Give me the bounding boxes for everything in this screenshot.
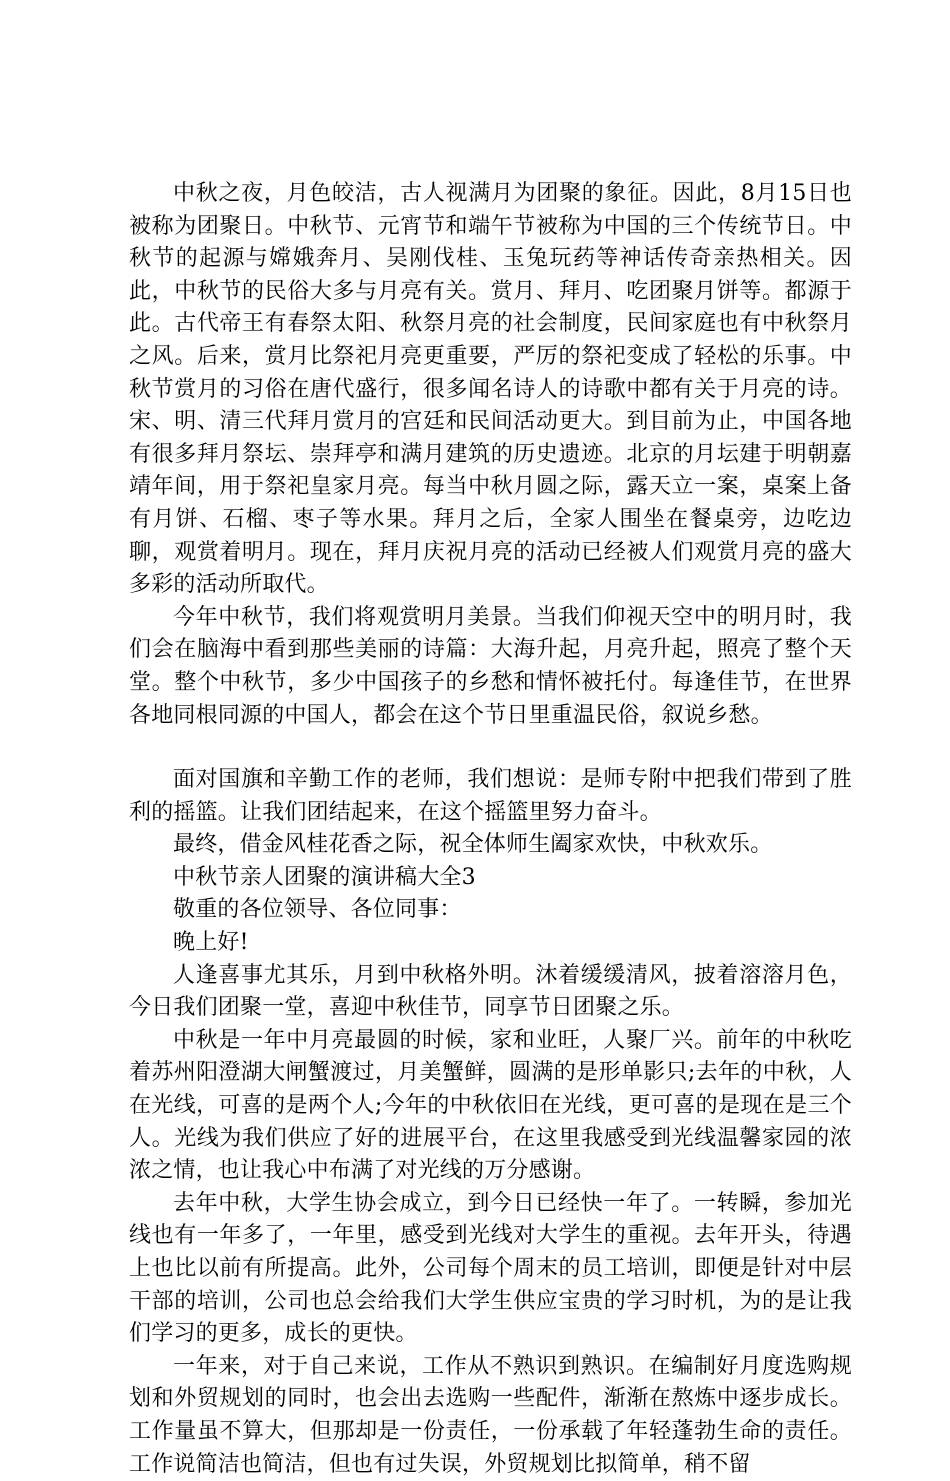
- paragraph-mid-autumn-history: 中秋之夜，月色皎洁，古人视满月为团聚的象征。因此，8月15日也被称为团聚日。中秋节、元宵节和端午节被称为中国的三个传统节日。中秋节的起源与嫦娥奔月、吴刚伐桂、玉兔玩药等神话传奇亲热相关。因此，中秋节的民俗大多与月亮有关。赏月、拜月、吃团聚月饼等。都源于此。古代帝王有春祭太阳、秋祭月亮的社会制度，民间家庭也有中秋祭月之风。后来，赏月比祭祀月亮更重要，严厉的祭祀变成了轻松的乐事。中秋节赏月的习俗在唐代盛行，很多闻名诗人的诗歌中都有关于月亮的诗。宋、明、清三代拜月赏月的宫廷和民间活动更大。到目前为止，中国各地有很多拜月祭坛、崇拜亭和满月建筑的历史遗迹。北京的月坛建于明朝嘉靖年间，用于祭祀皇家月亮。每当中秋月圆之际，露天立一案，桌案上备有月饼、石榴、枣子等水果。拜月之后，全家人围坐在餐桌旁，边吃边聊，观赏着明月。现在，拜月庆祝月亮的活动已经被人们观赏月亮的盛大多彩的活动所取代。: [129, 181, 852, 598]
- speech-greeting: 晚上好!: [173, 930, 249, 956]
- paragraph-flag-teachers: 面对国旗和辛勤工作的老师，我们想说：是师专附中把我们带到了胜利的摇篮。让我们团结起来，在这个摇篮里努力奋斗。: [129, 767, 852, 825]
- speech-title: 中秋节亲人团聚的演讲稿大全3: [173, 864, 476, 890]
- speech-salutation: 敬重的各位领导、各位同事：: [173, 897, 462, 923]
- document-body: [129, 178, 852, 1481]
- paragraph-festival-joy: 人逢喜事尤其乐，月到中秋格外明。沐着缓缓清风，披着溶溶月色，今日我们团聚一堂，喜迎中秋佳节，同享节日团聚之乐。: [129, 962, 852, 1021]
- paragraph-year-of-work: 一年来，对于自己来说，工作从不熟识到熟识。在编制好月度选购规划和外贸规划的同时，也会出去选购一些配件，渐渐在熬炼中逐步成长。工作量虽不算大，但那却是一份责任，一份承载了年轻蓬勃生命的责任。工作说简洁也简洁，但也有过失误，外贸规划比拟简单，稍不留: [129, 1353, 852, 1477]
- paragraph-full-moon-memories: 中秋是一年中月亮最圆的时候，家和业旺，人聚厂兴。前年的中秋吃着苏州阳澄湖大闸蟹渡过，月美蟹鲜，圆满的是形单影只;去年的中秋，人在光线，可喜的是两个人;今年的中秋依旧在光线，更可喜的是现在是三个人。光线为我们供应了好的进展平台，在这里我感受到光线温馨家园的浓浓之情，也让我心中布满了对光线的万分感谢。: [129, 1027, 852, 1184]
- paragraph-closing-wishes: 最终，借金风桂花香之际，祝全体师生阖家欢快，中秋欢乐。: [173, 832, 773, 858]
- paragraph-moon-viewing: 今年中秋节，我们将观赏明月美景。当我们仰视天空中的明月时，我们会在脑海中看到那些美丽的诗篇：大海升起，月亮升起，照亮了整个天堂。整个中秋节，多少中国孩子的乡愁和情怀被托付。每逢佳节，在世界各地同根同源的中国人，都会在这个节日里重温民俗，叙说乡愁。: [129, 604, 852, 728]
- paragraph-graduate-association: 去年中秋，大学生协会成立，到今日已经快一年了。一转瞬，参加光线也有一年多了，一年里，感受到光线对大学生的重视。去年开头，待遇上也比以前有所提高。此外，公司每个周末的员工培训，即便是针对中层干部的培训，公司也总会给我们大学生供应宝贵的学习时机，为的是让我们学习的更多，成长的更快。: [129, 1190, 852, 1347]
